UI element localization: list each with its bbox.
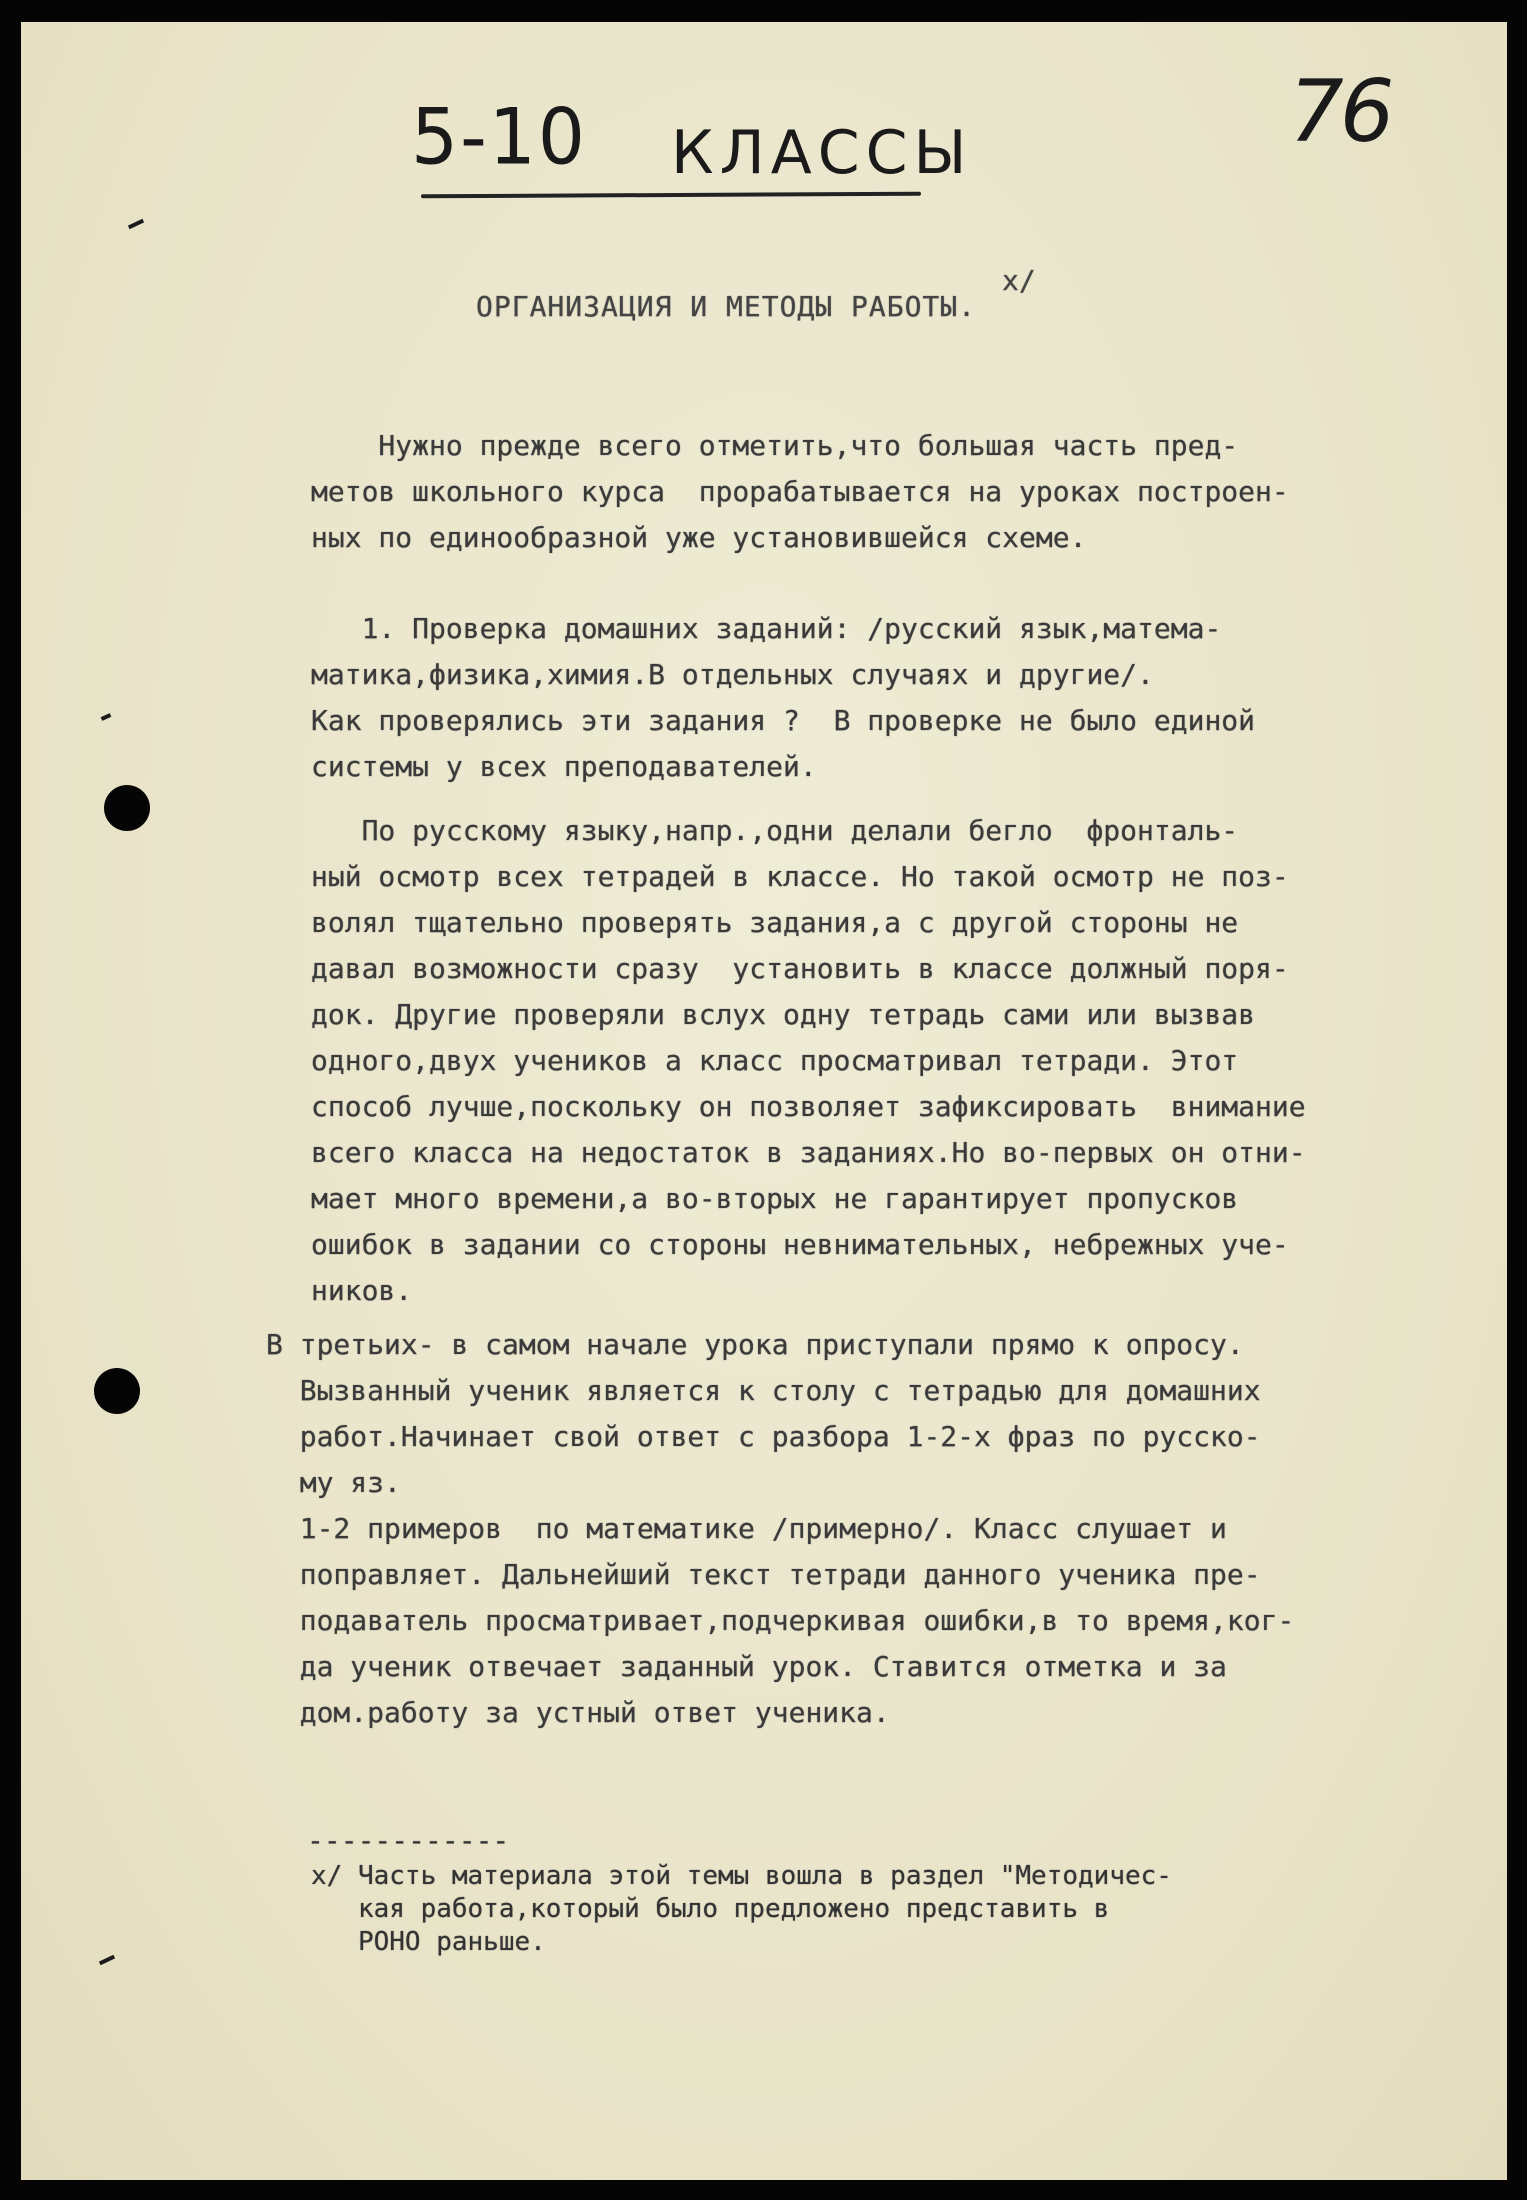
footnote-text: х/ Часть материала этой темы вошла в раздел "Методичес- кая работа,который было предложено представить в РОНО раньше. [311, 1861, 1172, 1957]
typewritten-page [21, 22, 1507, 2180]
handwritten-underline [421, 192, 921, 199]
margin-mark [101, 713, 112, 721]
handwritten-grade: 5-10 [411, 91, 587, 183]
margin-mark [99, 1955, 115, 1965]
paragraph-homework-check: 1. Проверка домашних заданий: /русский язык,матема- матика,физика,химия.В отдельных случаях и другие/. Как проверялись эти задания ? В проверке не было единой системы у всех преподавателей. [311, 612, 1256, 783]
title-footnote-marker: х/ [1002, 264, 1036, 297]
handwritten-page-number: 76 [1289, 62, 1391, 162]
punch-hole-lower [94, 1368, 140, 1414]
handwritten-classes-label: КЛАССЫ [671, 118, 973, 188]
margin-mark [128, 219, 144, 229]
punch-hole-upper [104, 785, 150, 831]
document-title: ОРГАНИЗАЦИЯ И МЕТОДЫ РАБОТЫ. [476, 290, 977, 323]
paragraph-russian-language: По русскому языку,напр.,одни делали бегло фронталь- ный осмотр всех тетрадей в классе. Но такой осмотр не поз- волял тщательно проверять задания,а с другой стороны не давал возможности сразу установить в классе должный поря- док. Другие проверяли вслух одну тетрадь сами или вызвав одного,двух учеников а класс просматривал тетради. Этот способ лучше,поскольку он позволяет зафиксировать внимание всего класса на недостаток в заданиях.Но во-первых он отни- мает много времени,а во-вторых не гарантирует пропусков ошибок в задании со стороны невнимательных, небрежных уче- ников. [311, 814, 1306, 1307]
paragraph-intro: Нужно прежде всего отметить,что большая часть пред- метов школьного курса прорабатывается на уроках построен- ных по единообразной уже установившейся схеме. [311, 429, 1289, 554]
footnote-divider: ------------ [307, 1824, 510, 1857]
paragraph-oral-questioning: В третьих- в самом начале урока приступали прямо к опросу. Вызванный ученик является к столу с тетрадью для домашних работ.Начинает свой ответ с разбора 1-2-х фраз по русско- му яз. 1-2 примеров по математике /примерно/. Класс слушает и поправляет. Дальнейший текст тетради данного ученика пре- подаватель просматривает,подчеркивая ошибки,в то время,ког- да ученик отвечает заданный урок. Ставится отметка и за дом.работу за устный ответ ученика. [266, 1328, 1295, 1729]
